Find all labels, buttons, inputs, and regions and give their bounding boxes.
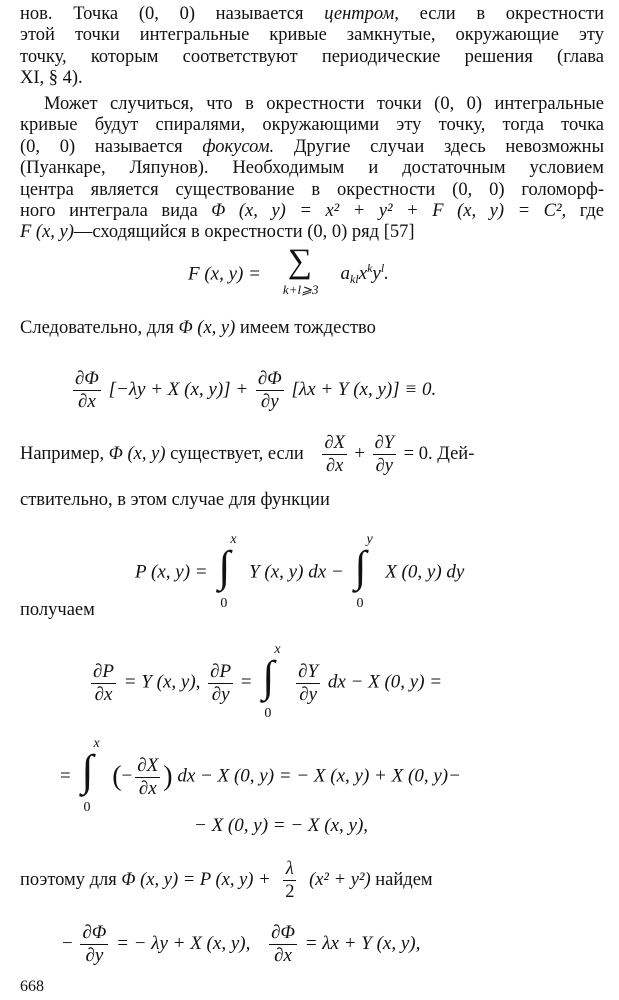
equation-identity: $\frac{\partial\Phi}{\partial x}$ [−λy + X (x, y)] + $\frac{\partial\Phi}{\partial y}$ [λx + Y (x, y)] ≡ 0. bbox=[75, 368, 437, 412]
paragraph-4-line-1: Например, Φ (x, y) существует, если $\frac{\partial X}{\partial x}$ + $\frac{\partial Y}{\partial y}$ = 0. Дей- bbox=[20, 433, 475, 476]
term-center: центром, bbox=[324, 4, 399, 24]
term-focus: фокусом. bbox=[202, 136, 275, 157]
integral-form: Φ (x, y) = x² + y² + F (x, y) = C², bbox=[211, 201, 567, 222]
fraction-dphi-dx-2: $\frac{\partial\Phi}{\partial x}$ bbox=[271, 922, 295, 966]
equation-result: − X (0, y) = − X (x, y), bbox=[194, 815, 369, 836]
fraction-dphi-dy: $\frac{\partial\Phi}{\partial y}$ bbox=[257, 368, 282, 412]
p2-line-7: F (x, y)—сходящийся в окрестности (0, 0) ряд [57] bbox=[20, 222, 415, 243]
p1-line-3: точку, которым соответствуют периодические решения (глава bbox=[20, 46, 604, 67]
fraction-dphi-dy-2: $\frac{\partial\Phi}{\partial y}$ bbox=[82, 922, 107, 966]
integral-sign: ∫ x 0 bbox=[81, 736, 100, 815]
integral-sign: ∫ x 0 bbox=[218, 532, 237, 611]
paragraph-3: Следовательно, для Φ (x, y) имеем тождество bbox=[20, 318, 376, 338]
fraction-dY-dy: $\frac{\partial Y}{\partial y}$ bbox=[374, 433, 395, 476]
fraction-dP-dx: $\frac{\partial P}{\partial x}$ bbox=[93, 660, 114, 705]
fraction-dP-dy: $\frac{\partial P}{\partial y}$ bbox=[210, 660, 232, 705]
sum-symbol: ∑ k+l⩾3 bbox=[282, 243, 319, 297]
series-term: $a_{kl}x^ky^l$. bbox=[340, 261, 389, 287]
fraction-dX-dx: $\frac{\partial X}{\partial x}$ bbox=[324, 433, 345, 476]
paragraph-6: поэтому для Φ (x, y) = P (x, y) + $\frac{\lambda}{2}$ (x² + y²) найдем bbox=[20, 859, 433, 902]
equation-final: − $\frac{\partial\Phi}{\partial y}$ = − λy + X (x, y), $\frac{\partial\Phi}{\partial x}$ = λx + Y (x, y), bbox=[62, 922, 421, 966]
paragraph-2 bbox=[20, 94, 604, 244]
p2-line-4: (Пуанкаре, Ляпунов). Необходимым и достаточным условием bbox=[20, 158, 604, 179]
p2-line-6: ного интеграла вида Φ (x, y) = x² + y² + F (x, y) = C², где bbox=[20, 201, 605, 222]
p2-line-2: кривые будут спиралями, окружающими эту точку, тогда точка bbox=[20, 115, 604, 136]
equation-P: P (x, y) = ∫ x 0 Y (x, y) dx − ∫ y 0 X (0, y) dy bbox=[135, 532, 465, 611]
p2-line-5: центра является существование в окрестности (0, 0) голоморф- bbox=[20, 179, 604, 200]
equation-series: F (x, y) = ∑ k+l⩾3 $a_{kl}x^ky^l$. bbox=[188, 250, 389, 300]
paragraph-4-line-2: ствительно, в этом случае для функции bbox=[20, 490, 330, 510]
fraction-dphi-dx: $\frac{\partial\Phi}{\partial x}$ bbox=[75, 368, 99, 412]
paragraph-1 bbox=[20, 4, 604, 90]
p1-line-2: этой точки интегральные кривые замкнутые, окружающие эту bbox=[20, 25, 604, 46]
fraction-dX-dx-2: $\frac{\partial X}{\partial x}$ bbox=[137, 754, 159, 799]
p2-line-1: Может случиться, что в окрестности точки (0, 0) интегральные bbox=[44, 94, 604, 114]
integral-sign: ∫ x 0 bbox=[262, 642, 281, 721]
p1-line-4: XI, § 4). bbox=[20, 68, 83, 89]
fraction-dY-dy-2: $\frac{\partial Y}{\partial y}$ bbox=[298, 660, 319, 705]
paragraph-5: получаем bbox=[20, 600, 95, 620]
p2-line-3: (0, 0) называется фокусом. Другие случаи здесь невозможны bbox=[20, 136, 605, 157]
fraction-lambda-2: $\frac{\lambda}{2}$ bbox=[285, 859, 295, 902]
equation-partials: $\frac{\partial P}{\partial x}$ = Y (x, y), $\frac{\partial P}{\partial y}$ = ∫ x 0 $\frac{\partial Y}{\partial y}$ dx − X (0, y) = bbox=[93, 642, 443, 721]
integral-sign: ∫ y 0 bbox=[354, 532, 373, 611]
p1-line-1: нов. Точка (0, 0) называется центром, если в окрестности bbox=[20, 4, 605, 24]
page-number: 668 bbox=[20, 978, 44, 995]
equation-continuation: = ∫ x 0 (− $\frac{\partial X}{\partial x}$ ) dx − X (0, y) = − X (x, y) + X (0, y)− bbox=[60, 736, 461, 815]
